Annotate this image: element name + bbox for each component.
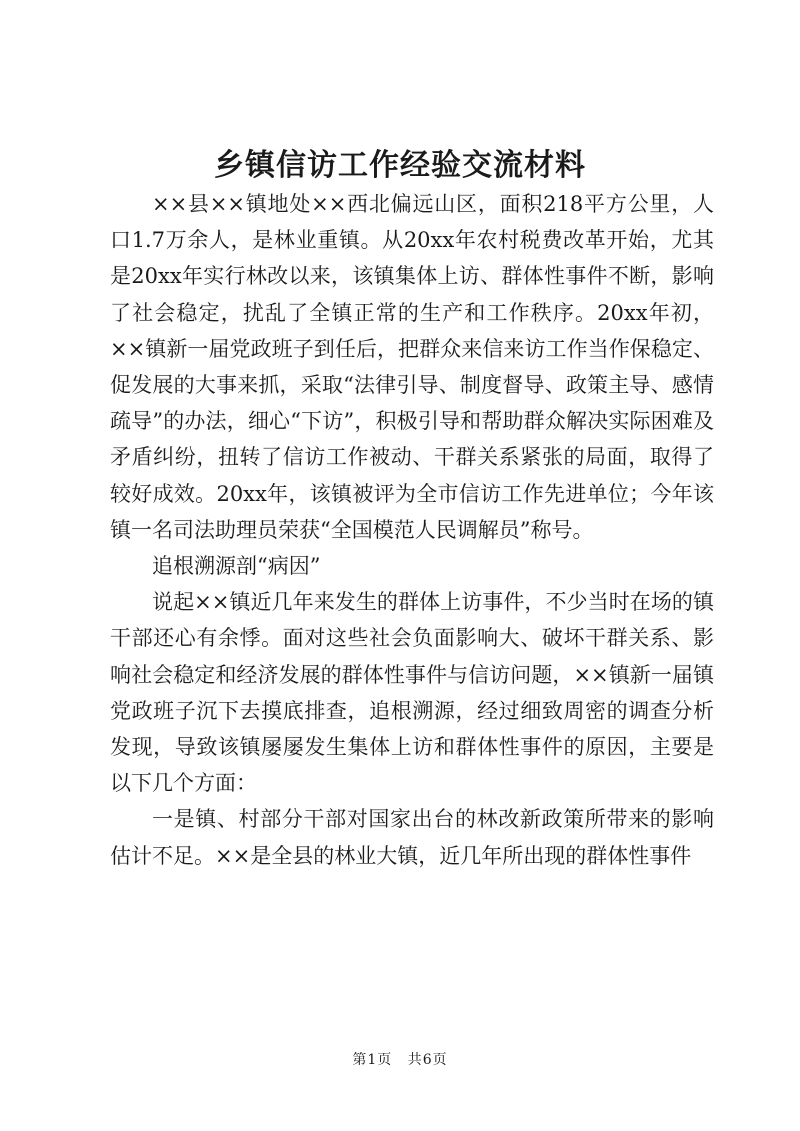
- page-number: 第1页: [352, 1052, 393, 1068]
- paragraph-cause-one: 一是镇、村部分干部对国家出台的林改新政策所带来的影响估计不足。××是全县的林业大镇，近几年所出现的群体性事件: [110, 807, 714, 868]
- paragraph-causes: 说起××镇近几年来发生的群体上访事件，不少当时在场的镇干部还心有余悸。面对这些社会负面影响大、破坏干群关系、影响社会稳定和经济发展的群体性事件与信访问题，××镇新一届镇党政班子沉下去摸底排查，追根溯源，经过细致周密的调查分析发现，导致该镇屡屡发生集体上访和群体性事件的原因，主要是以下几个方面：: [110, 590, 714, 796]
- document-body: [110, 186, 714, 874]
- page-total: 共6页: [407, 1052, 448, 1068]
- section-heading: 追根溯源剖“病因”: [152, 554, 321, 579]
- page-footer: [0, 1049, 800, 1069]
- paragraph-intro: ××县××镇地处××西北偏远山区，面积218平方公里，人口1.7万余人，是林业重镇。从20xx年农村税费改革开始，尤其是20xx年实行林改以来，该镇集体上访、群体性事件不断，影响了社会稳定，扰乱了全镇正常的生产和工作秩序。20xx年初，××镇新一届党政班子到任后，把群众来信来访工作当作保稳定、促发展的大事来抓，采取“法律引导、制度督导、政策主导、感情疏导”的办法，细心“下访”，积极引导和帮助群众解决实际困难及矛盾纠纷，扭转了信访工作被动、干群关系紧张的局面，取得了较好成效。20xx年，该镇被评为全市信访工作先进单位；今年该镇一名司法助理员荣获“全国模范人民调解员”称号。: [110, 192, 714, 542]
- document-title: 乡镇信访工作经验交流材料: [214, 148, 586, 183]
